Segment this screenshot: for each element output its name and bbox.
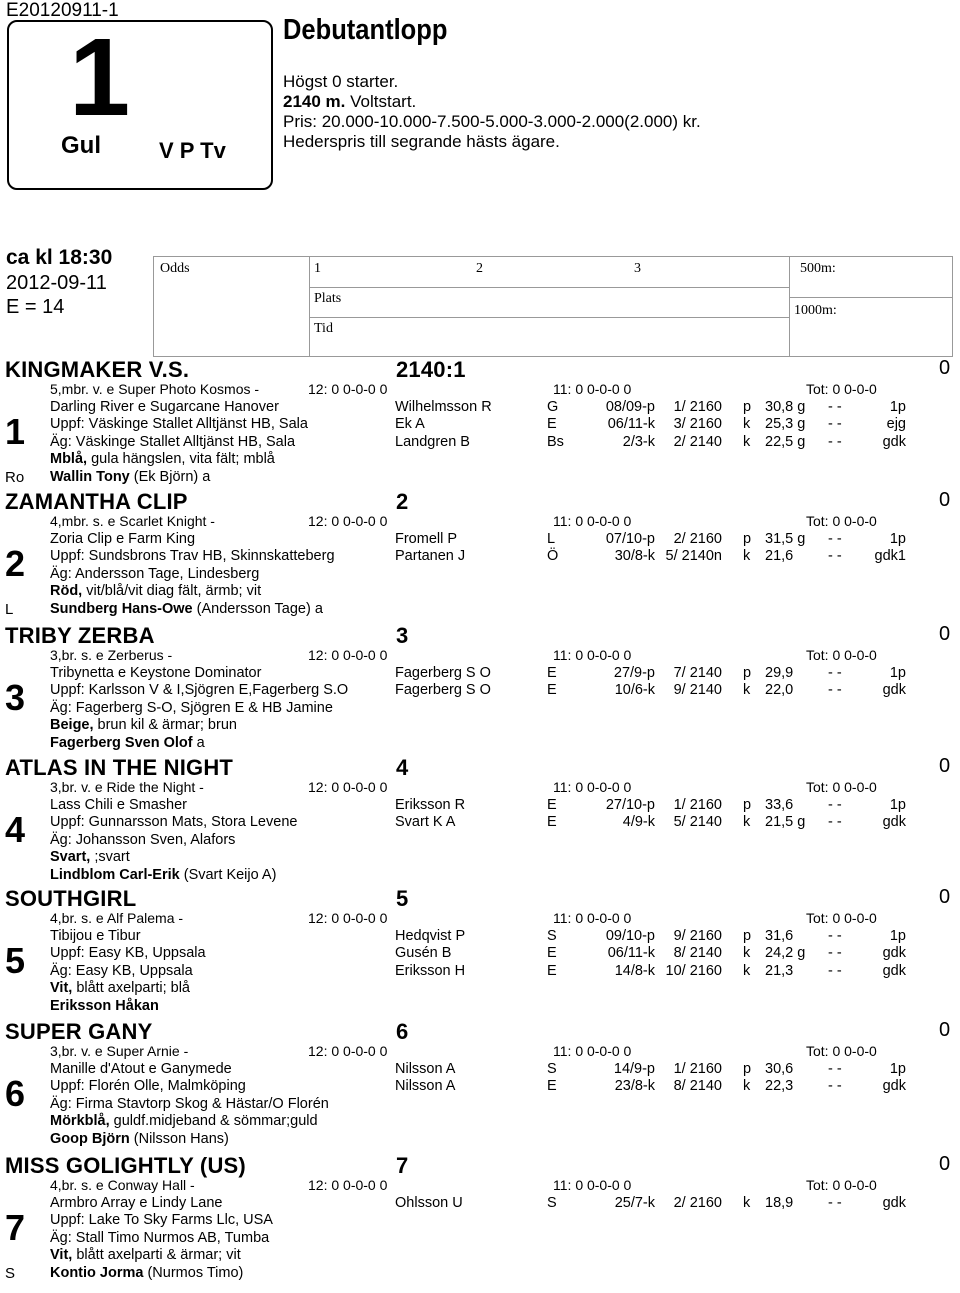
driver-name: Lindblom Carl-Erik [50, 866, 180, 883]
breeder: Uppf: Väskinge Stallet Alltjänst HB, Sala [50, 416, 308, 432]
colors-detail: brun kil & ärmar; brun [93, 717, 237, 733]
start-driver: Nilsson A [395, 1078, 456, 1094]
racing-colors [50, 717, 237, 733]
start-track: E [547, 416, 557, 432]
start-time: 21,5 g [765, 814, 806, 830]
start-result: 7/ 2140 [673, 664, 722, 681]
start-result: 1/ 2160 [673, 1060, 722, 1077]
horse-right-value: 0 [939, 1153, 951, 1175]
horse-right-value: 0 [939, 357, 951, 379]
col-1-label: 1 [314, 261, 321, 276]
e-value: E = 14 [6, 296, 65, 318]
stats-total: Tot: 0 0-0-0 [806, 381, 877, 397]
plats-label: Plats [314, 291, 342, 306]
start-time: 21,3 [765, 962, 794, 979]
start-number: 4 [5, 808, 26, 850]
stats-2012: 12: 0 0-0-0 0 [308, 1177, 388, 1193]
condition-distance [283, 92, 701, 112]
start-number: 1 [5, 410, 26, 452]
start-date: 06/11-k [607, 945, 655, 961]
post-position: 3 [396, 623, 409, 648]
stats-total: Tot: 0 0-0-0 [806, 1043, 877, 1059]
colors-detail: guldf.midjeband & sömmar;guld [109, 1113, 318, 1129]
start-date: 27/9-p [613, 664, 655, 681]
start-driver: Nilsson A [395, 1060, 456, 1077]
odds-table [153, 256, 953, 357]
stats-total: Tot: 0 0-0-0 [806, 910, 877, 926]
start-driver: Ek A [395, 416, 425, 432]
start-date: 14/9-p [613, 1060, 655, 1077]
stats-2011: 11: 0 0-0-0 0 [553, 381, 632, 397]
start-date: 14/8-k [614, 962, 655, 979]
start-result: 10/ 2160 [665, 962, 722, 979]
colors-main: Mörkblå, [50, 1113, 110, 1129]
stats-total: Tot: 0 0-0-0 [806, 647, 877, 663]
start-driver: Eriksson H [395, 962, 466, 979]
start-odds: - - [828, 1078, 842, 1094]
breeder: Uppf: Florén Olle, Malmköping [50, 1078, 246, 1094]
horse-name: ZAMANTHA CLIP [5, 489, 188, 514]
colors-main: Vit, [50, 1247, 73, 1263]
start-time: 25,3 g [765, 416, 806, 432]
start-track: E [547, 1078, 557, 1094]
start-result: 1/ 2160 [673, 796, 722, 813]
race-color: Gul [61, 132, 101, 159]
start-type: p [743, 530, 752, 547]
start-track: E [547, 664, 557, 681]
start-placing: ejg [886, 416, 906, 432]
start-result: 9/ 2160 [673, 927, 722, 944]
race-title: Debutantlopp [283, 14, 448, 46]
stats-2011: 11: 0 0-0-0 0 [553, 779, 632, 795]
driver-name: Sundberg Hans-Owe [50, 600, 193, 617]
horse-right-value: 0 [939, 623, 951, 645]
start-time: 30,6 [765, 1060, 794, 1077]
start-odds: - - [828, 433, 842, 450]
horse-name: SUPER GANY [5, 1019, 153, 1044]
trainer-name: (Andersson Tage) a [192, 600, 323, 617]
start-result: 2/ 2140 [673, 433, 722, 450]
stats-2012: 12: 0 0-0-0 0 [308, 1043, 388, 1059]
start-placing: 1p [889, 398, 906, 415]
start-driver: Landgren B [395, 433, 470, 450]
start-track: S [547, 1060, 557, 1077]
start-type: k [743, 682, 751, 698]
split-1000-label: 1000m: [794, 303, 837, 318]
start-date: 23/8-k [614, 1078, 655, 1094]
start-number: 6 [5, 1072, 26, 1114]
condition-honour: Hederspris till segrande hästs ägare. [283, 132, 560, 151]
race-date: 2012-09-11 [6, 272, 107, 294]
start-time: 22,0 [765, 682, 794, 698]
driver-name: Goop Björn [50, 1130, 130, 1147]
driver [50, 998, 159, 1014]
start-type: k [743, 1078, 751, 1094]
start-placing: 1p [889, 796, 906, 813]
trainer-name: (Nilsson Hans) [129, 1130, 229, 1147]
start-placing: 1p [889, 1060, 906, 1077]
colors-detail: ;svart [90, 849, 130, 865]
start-driver: Fromell P [395, 530, 458, 547]
breeding: Lass Chili e Smasher [50, 796, 187, 813]
start-date: 30/8-k [614, 548, 655, 564]
start-track: S [547, 1194, 557, 1211]
start-odds: - - [828, 530, 842, 547]
driver-name: Eriksson Håkan [50, 997, 159, 1014]
start-result: 8/ 2140 [673, 945, 722, 961]
racing-colors [50, 1247, 241, 1263]
start-odds: - - [828, 814, 842, 830]
start-odds: - - [828, 796, 842, 813]
start-odds: - - [828, 682, 842, 698]
driver-name: Kontio Jorma [50, 1264, 144, 1281]
split-500-label: 500m: [800, 261, 836, 276]
start-time: 29,9 [765, 664, 794, 681]
start-result: 2/ 2160 [673, 530, 722, 547]
start-placing: 1p [889, 530, 906, 547]
start-track: Ö [547, 548, 559, 564]
breeder: Uppf: Karlsson V & I,Sjögren E,Fagerberg S.O [50, 682, 349, 698]
racing-colors [50, 849, 130, 865]
start-time: 30,8 g [765, 398, 806, 415]
horse-info: 4,mbr. s. e Scarlet Knight - [50, 513, 215, 529]
colors-main: Röd, [50, 583, 83, 599]
start-odds: - - [828, 927, 842, 944]
horse-name: SOUTHGIRL [5, 886, 137, 911]
start-track: E [547, 962, 557, 979]
start-type: p [743, 398, 752, 415]
col-3-label: 3 [634, 261, 641, 276]
bet-types: V P Tv [159, 138, 226, 163]
post-position: 6 [396, 1019, 409, 1044]
horse-info: 4,br. s. e Conway Hall - [50, 1177, 195, 1193]
horse-right-value: 0 [939, 1019, 951, 1041]
start-track: S [547, 927, 557, 944]
start-driver: Partanen J [395, 548, 466, 564]
condition-prizes: Pris: 20.000-10.000-7.500-5.000-3.000-2.000(2.000) kr. [283, 112, 701, 131]
start-track: L [547, 530, 556, 547]
stats-total: Tot: 0 0-0-0 [806, 779, 877, 795]
breeding: Tribynetta e Keystone Dominator [50, 664, 262, 681]
start-driver: Ohlsson U [395, 1194, 463, 1211]
breeding: Darling River e Sugarcane Hanover [50, 398, 279, 415]
start-result: 9/ 2140 [673, 682, 722, 698]
start-type: k [743, 433, 751, 450]
start-result: 3/ 2160 [673, 416, 722, 432]
start-time: 31,5 g [765, 530, 806, 547]
start-track: Bs [547, 433, 564, 450]
start-type: p [743, 664, 752, 681]
start-result: 5/ 2140n [665, 548, 722, 564]
post-position: 7 [396, 1153, 409, 1178]
breeding: Armbro Array e Lindy Lane [50, 1194, 223, 1211]
start-time: 21,6 [765, 548, 794, 564]
start-placing: gdk [882, 814, 906, 830]
start-type: p [743, 796, 752, 813]
horse-info: 4,br. s. e Alf Palema - [50, 910, 184, 926]
colors-main: Vit, [50, 980, 73, 996]
start-odds: - - [828, 1194, 842, 1211]
trainer-name: a [192, 734, 205, 751]
start-type: Voltstart. [350, 92, 417, 111]
colors-main: Mblå, [50, 451, 88, 467]
start-type: k [743, 1194, 751, 1211]
horse-info: 3,br. s. e Zerberus - [50, 647, 173, 663]
start-time: 22,3 [765, 1078, 794, 1094]
post-position: 2140:1 [396, 357, 466, 382]
col-2-label: 2 [476, 261, 483, 276]
owner: Äg: Andersson Tage, Lindesberg [50, 565, 260, 582]
horse-right-value: 0 [939, 886, 951, 908]
start-time: ca kl 18:30 [6, 246, 113, 269]
breeder: Uppf: Sundsbrons Trav HB, Skinnskatteberg [50, 548, 335, 564]
owner: Äg: Stall Timo Nurmos AB, Tumba [50, 1229, 270, 1246]
track-code: Ro [5, 468, 25, 486]
driver-name: Fagerberg Sven Olof [50, 734, 193, 751]
distance: 2140 m. [283, 92, 346, 111]
start-odds: - - [828, 548, 842, 564]
racing-colors [50, 1113, 318, 1129]
breeding: Zoria Clip e Farm King [50, 530, 196, 547]
breeder: Uppf: Lake To Sky Farms Llc, USA [50, 1212, 273, 1228]
start-odds: - - [828, 1060, 842, 1077]
start-type: k [743, 548, 751, 564]
breeding: Tibijou e Tibur [50, 927, 141, 944]
start-type: k [743, 416, 751, 432]
breeding: Manille d'Atout e Ganymede [50, 1060, 232, 1077]
horse-info: 3,br. v. e Ride the Night - [50, 779, 204, 795]
start-placing: gdk [882, 433, 906, 450]
racing-colors [50, 451, 275, 467]
breeder: Uppf: Easy KB, Uppsala [50, 945, 206, 961]
start-track: G [547, 398, 559, 415]
start-result: 8/ 2140 [673, 1078, 722, 1094]
start-odds: - - [828, 398, 842, 415]
post-position: 4 [396, 755, 409, 780]
track-code: L [5, 600, 14, 618]
owner: Äg: Väskinge Stallet Alltjänst HB, Sala [50, 433, 296, 450]
start-result: 2/ 2160 [673, 1194, 722, 1211]
start-type: p [743, 1060, 752, 1077]
start-driver: Svart K A [395, 814, 456, 830]
start-odds: - - [828, 962, 842, 979]
tid-label: Tid [314, 321, 333, 336]
start-placing: gdk [882, 1078, 906, 1094]
start-placing: gdk [882, 945, 906, 961]
start-date: 07/10-p [605, 530, 655, 547]
colors-detail: blått axelparti; blå [72, 980, 190, 996]
horse-name: TRIBY ZERBA [5, 623, 155, 648]
race-number: 1 [69, 16, 127, 139]
race-conditions [283, 72, 701, 152]
track-code: S [5, 1264, 16, 1282]
start-driver: Hedqvist P [395, 927, 466, 944]
owner: Äg: Easy KB, Uppsala [50, 962, 193, 979]
stats-2012: 12: 0 0-0-0 0 [308, 381, 388, 397]
post-position: 5 [396, 886, 409, 911]
start-driver: Wilhelmsson R [395, 398, 492, 415]
start-time: 24,2 g [765, 945, 806, 961]
start-time: 33,6 [765, 796, 794, 813]
start-time: 31,6 [765, 927, 794, 944]
start-placing: gdk1 [874, 548, 906, 564]
start-number: 3 [5, 676, 26, 718]
stats-total: Tot: 0 0-0-0 [806, 1177, 877, 1193]
race-number-box [7, 16, 273, 190]
start-track: E [547, 796, 557, 813]
start-date: 08/09-p [605, 398, 655, 415]
trainer-name: (Ek Björn) a [129, 468, 211, 485]
start-track: E [547, 814, 557, 830]
racing-colors [50, 583, 261, 599]
driver [50, 1131, 229, 1147]
start-driver: Fagerberg S O [395, 664, 491, 681]
owner: Äg: Fagerberg S-O, Sjögren E & HB Jamine [50, 699, 333, 716]
driver [50, 867, 276, 883]
start-placing: 1p [889, 927, 906, 944]
stats-2012: 12: 0 0-0-0 0 [308, 779, 388, 795]
horse-info: 5,mbr. v. e Super Photo Kosmos - [50, 381, 260, 397]
start-result: 5/ 2140 [673, 814, 722, 830]
start-placing: gdk [882, 682, 906, 698]
stats-2012: 12: 0 0-0-0 0 [308, 647, 388, 663]
start-number: 5 [5, 939, 26, 981]
start-date: 27/10-p [605, 796, 655, 813]
horse-name: MISS GOLIGHTLY (US) [5, 1153, 246, 1178]
racing-colors [50, 980, 190, 996]
stats-2011: 11: 0 0-0-0 0 [553, 910, 632, 926]
start-date: 2/3-k [622, 433, 655, 450]
colors-main: Svart, [50, 849, 91, 865]
owner: Äg: Firma Stavtorp Skog & Hästar/O Florén [50, 1095, 329, 1112]
start-type: k [743, 814, 751, 830]
colors-detail: blått axelparti & ärmar; vit [72, 1247, 241, 1263]
start-date: 10/6-k [614, 682, 655, 698]
driver [50, 735, 205, 751]
stats-2012: 12: 0 0-0-0 0 [308, 513, 388, 529]
colors-detail: gula hängslen, vita fält; mblå [87, 451, 275, 467]
post-position: 2 [396, 489, 409, 514]
start-result: 1/ 2160 [673, 398, 722, 415]
start-date: 25/7-k [614, 1194, 655, 1211]
start-placing: gdk [882, 962, 906, 979]
horse-name: KINGMAKER V.S. [5, 357, 190, 382]
start-driver: Gusén B [395, 945, 452, 961]
horse-right-value: 0 [939, 489, 951, 511]
start-track: E [547, 945, 557, 961]
breeder: Uppf: Gunnarsson Mats, Stora Levene [50, 814, 298, 830]
start-type: k [743, 945, 751, 961]
colors-main: Beige, [50, 717, 94, 733]
driver [50, 1265, 243, 1281]
stats-total: Tot: 0 0-0-0 [806, 513, 877, 529]
start-driver: Eriksson R [395, 796, 466, 813]
horse-name: ATLAS IN THE NIGHT [5, 755, 234, 780]
start-placing: 1p [889, 664, 906, 681]
stats-2011: 11: 0 0-0-0 0 [553, 1043, 632, 1059]
driver [50, 469, 210, 485]
start-track: E [547, 682, 557, 698]
start-type: k [743, 962, 751, 979]
start-time: 18,9 [765, 1194, 794, 1211]
start-odds: - - [828, 416, 842, 432]
owner: Äg: Johansson Sven, Alafors [50, 831, 236, 848]
stats-2011: 11: 0 0-0-0 0 [553, 1177, 632, 1193]
start-placing: gdk [882, 1194, 906, 1211]
stats-2011: 11: 0 0-0-0 0 [553, 647, 632, 663]
race-code: E20120911-1 [6, 0, 119, 21]
trainer-name: (Nurmos Timo) [143, 1264, 244, 1281]
start-time: 22,5 g [765, 433, 806, 450]
start-driver: Fagerberg S O [395, 682, 491, 698]
horse-right-value: 0 [939, 755, 951, 777]
start-odds: - - [828, 945, 842, 961]
start-date: 06/11-k [607, 416, 655, 432]
start-type: p [743, 927, 752, 944]
condition-starts: Högst 0 starter. [283, 72, 399, 91]
odds-label: Odds [160, 261, 190, 276]
horse-info: 3,br. v. e Super Arnie - [50, 1043, 189, 1059]
start-number: 7 [5, 1206, 26, 1248]
driver-name: Wallin Tony [50, 468, 130, 485]
trainer-name: (Svart Keijo A) [179, 866, 277, 883]
start-number: 2 [5, 542, 26, 584]
stats-2011: 11: 0 0-0-0 0 [553, 513, 632, 529]
colors-detail: vit/blå/vit diag fält, ärmb; vit [82, 583, 262, 599]
driver [50, 601, 323, 617]
start-date: 4/9-k [622, 814, 655, 830]
stats-2012: 12: 0 0-0-0 0 [308, 910, 388, 926]
start-date: 09/10-p [605, 927, 655, 944]
start-odds: - - [828, 664, 842, 681]
